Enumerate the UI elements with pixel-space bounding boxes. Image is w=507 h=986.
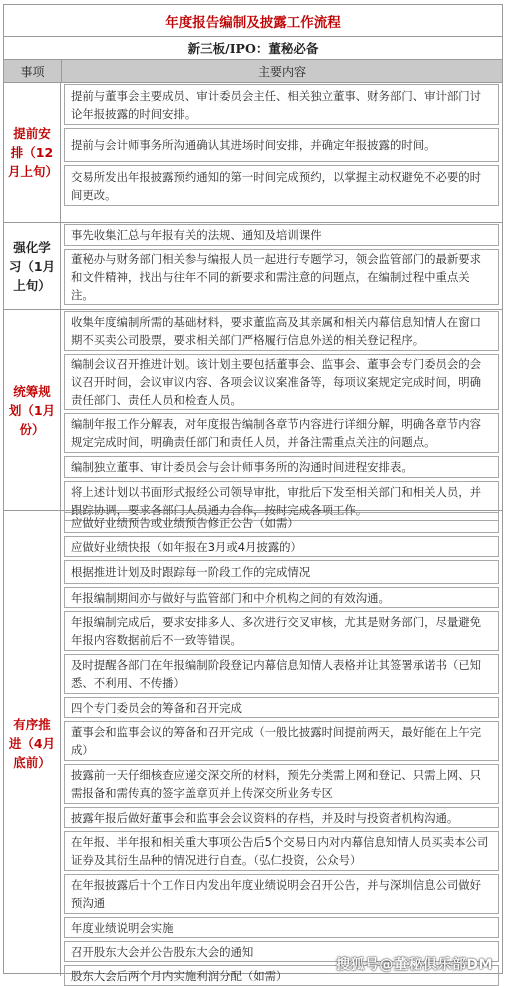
list-item: 编制独立董事、审计委员会与会计师事务所的沟通时间进程安排表。 (64, 456, 499, 478)
list-item: 提前与会计师事务所沟通确认其进场时间安排，并确定年报披露的时间。 (64, 128, 499, 162)
list-item: 编制会议召开推进计划。该计划主要包括董事会、监事会、董事会专门委员会的会议召开时间，会议审议内容、各项会议议案准备等，每项议案规定完成时间，明确责任部门、责任人员和检查人员。 (64, 354, 499, 410)
list-item: 董秘办与财务部门相关参与编报人员一起进行专题学习，领会监管部门的最新要求和文件精神，找出与往年不同的新要求和需注意的问题点，在编制过程中重点关注。 (64, 249, 499, 305)
table-title: 年度报告编制及披露工作流程 (4, 5, 502, 37)
stage-label: 统筹规划（1月份） (4, 310, 61, 510)
stage-items (61, 83, 502, 222)
stage-label: 强化学习（1月上旬） (4, 223, 61, 309)
stage-items (61, 310, 502, 517)
section-planning (4, 310, 502, 517)
header-stage: 事项 (4, 60, 62, 82)
list-item: 披露年报后做好董事会和监事会会议资料的存档，并及时与投资者机构沟通。 (64, 807, 499, 828)
list-item: 收集年度编制所需的基础材料，要求董监高及其亲属和相关内幕信息知情人在窗口期不买卖公司股票，要求相关部门严格履行信息外送的相关登记程序。 (64, 311, 499, 351)
stage-items (61, 223, 502, 309)
stage-items (61, 511, 502, 983)
list-item: 董事会和监事会议的筹备和召开完成（一般比披露时间提前两天，最好能在上午完成） (64, 721, 499, 761)
section-study (4, 223, 502, 310)
list-item: 在年报披露后十个工作日内发出年度业绩说明会召开公告，并与深圳信息公司做好预沟通 (64, 874, 499, 914)
list-item: 将上述计划以书面形式报经公司领导审批，审批后下发至相关部门和相关人员，并跟踪协调，要求各部门人员通力合作，按时完成各项工作。 (64, 481, 499, 521)
list-item: 在年报、半年报和相关重大事项公告后5个交易日内对内幕信息知情人员买卖本公司证券及其衍生品种的情况进行自查。（弘仁投资，公众号） (64, 831, 499, 871)
list-item: 应做好业绩预告或业绩预告修正公告（如需） (64, 512, 499, 533)
list-item: 年报编制期间亦与做好与监管部门和中介机构之间的有效沟通。 (64, 587, 499, 608)
list-item: 及时提醒各部门在年报编制阶段登记内幕信息知情人表格并让其签署承诺书（已知悉、不利用、不传播） (64, 654, 499, 694)
header-content: 主要内容 (257, 64, 306, 79)
section-execution (4, 511, 502, 983)
list-item: 编制年报工作分解表，对年度报告编制各章节内容进行详细分解，明确各章节内容规定完成时间，明确责任部门和责任人员，并备注需重点关注的问题点。 (64, 413, 499, 453)
workflow-table (3, 4, 503, 983)
list-item: 四个专门委员会的筹备和召开完成 (64, 697, 499, 718)
list-item: 根据推进计划及时跟踪每一阶段工作的完成情况 (64, 560, 499, 584)
list-item: 股东大会后两个月内实施利润分配（如需） (64, 965, 499, 986)
list-item: 年度业绩说明会实施 (64, 917, 499, 938)
list-item: 交易所发出年报披露预约通知的第一时间完成预约，以掌握主动权避免不必要的时间更改。 (64, 165, 499, 206)
list-item: 年报编制完成后，要求安排多人、多次进行交叉审核，尤其是财务部门，尽量避免年报内容数据前后不一致等错误。 (64, 611, 499, 651)
table-header (4, 60, 502, 83)
list-item: 披露前一天仔细核查应递交深交所的材料，预先分类需上网和登记、只需上网、只需报备和需传真的签字盖章页并上传深交所业务专区 (64, 764, 499, 804)
section-advance-arrangement (4, 83, 502, 223)
list-item: 提前与董事会主要成员、审计委员会主任、相关独立董事、财务部门、审计部门讨论年报披露的时间安排。 (64, 84, 499, 125)
list-item: 事先收集汇总与年报有关的法规、通知及培训课件 (64, 224, 499, 246)
watermark: 搜狐号@董秘俱乐部DM (335, 957, 493, 973)
table-subtitle: 新三板/IPO：董秘必备 (4, 37, 502, 60)
stage-label: 有序推进（4月底前） (4, 511, 61, 976)
stage-label: 提前安排（12月上旬） (4, 83, 61, 222)
list-item: 应做好业绩快报（如年报在3月或4月披露的） (64, 536, 499, 557)
list-item: 召开股东大会并公告股东大会的通知 (64, 941, 499, 962)
